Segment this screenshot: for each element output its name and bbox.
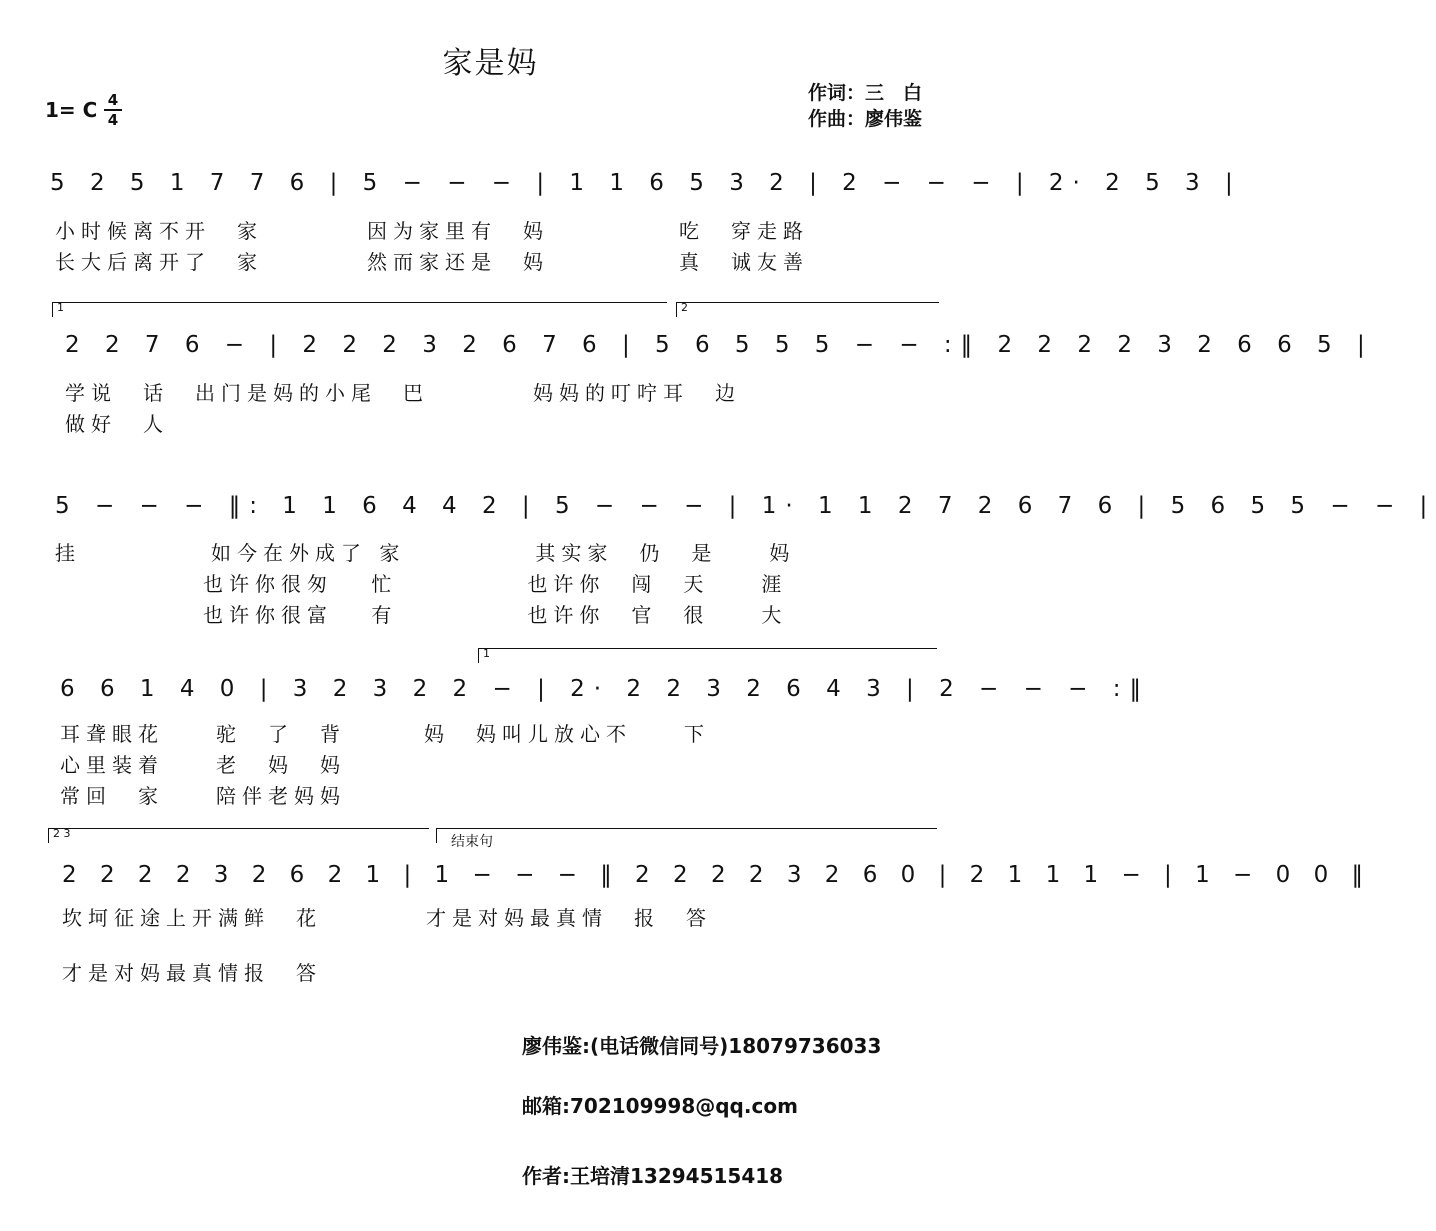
system-1-lyrics bbox=[55, 215, 809, 275]
volta-bracket-1: 1 bbox=[52, 302, 667, 317]
lyric-line: 才是对妈最真情报 答 bbox=[62, 961, 322, 985]
system-4-lyrics bbox=[60, 718, 710, 809]
system-3-lyrics bbox=[55, 537, 795, 628]
system-5-notes: 2 2 2 2 3 2 6 2 1 | 1 − − − ‖ 2 2 2 2 3 2 6 0 | 2 1 1 1 − | 1 − 0 0 ‖ bbox=[62, 862, 1372, 888]
lyric-line: 也许你很匆 忙 也许你 闯 天 涯 bbox=[203, 572, 788, 596]
system-1-notes: 5 2 5 1 7 7 6 | 5 − − − | 1 1 6 5 3 2 | 2 − − − | 2· 2 5 3 | bbox=[50, 170, 1242, 196]
volta-bracket-2: 2 bbox=[676, 302, 939, 317]
system-5 bbox=[62, 862, 1372, 888]
system-3-notes: 5 − − − ‖: 1 1 6 4 4 2 | 5 − − − | 1· 1 1 2 7 2 6 7 6 | 5 6 5 5 − − | bbox=[55, 493, 1436, 519]
lyric-line: 学说 话 出门是妈的小尾 巴 妈妈的叮咛耳 边 bbox=[65, 381, 741, 405]
lyric-line: 也许你很富 有 也许你 官 很 大 bbox=[203, 603, 788, 627]
volta-bracket-2-3: 2 3 bbox=[48, 828, 429, 843]
contact-phone: 廖伟鉴:(电话微信同号)18079736033 bbox=[522, 1034, 882, 1058]
composer: 作曲：廖伟鉴 bbox=[808, 108, 923, 130]
system-2-notes: 2 2 7 6 − | 2 2 2 3 2 6 7 6 | 5 6 5 5 5 − − :‖ 2 2 2 2 3 2 6 6 5 | bbox=[65, 332, 1374, 358]
volta-bracket-1: 1 bbox=[478, 648, 937, 663]
lyric-line: 挂 如今在外成了 家 其实家 仍 是 妈 bbox=[55, 541, 796, 565]
system-4-notes: 6 6 1 4 0 | 3 2 3 2 2 − | 2· 2 2 3 2 6 4 3 | 2 − − − :‖ bbox=[60, 676, 1151, 702]
song-title: 家是妈 bbox=[442, 46, 539, 81]
time-signature-top: 4 bbox=[107, 91, 119, 109]
system-4 bbox=[60, 676, 1151, 702]
time-signature-bottom: 4 bbox=[107, 111, 119, 129]
time-signature bbox=[104, 92, 122, 128]
lyric-line: 做好 人 bbox=[65, 412, 169, 436]
ending-label: 结束句 bbox=[451, 834, 493, 850]
system-5-lyrics bbox=[62, 902, 712, 986]
lyricist: 作词：三 白 bbox=[808, 82, 923, 104]
system-3 bbox=[55, 493, 1436, 519]
key-signature: 1= C bbox=[45, 98, 98, 122]
credits bbox=[808, 80, 922, 132]
lyric-line: 坎坷征途上开满鲜 花 才是对妈最真情 报 答 bbox=[62, 906, 712, 930]
lyric-line: 长大后离开了 家 然而家还是 妈 真 诚友善 bbox=[55, 250, 809, 274]
author-contact: 作者:王培清13294515418 bbox=[522, 1164, 784, 1188]
ending-bracket bbox=[436, 828, 937, 850]
system-1 bbox=[50, 170, 1242, 196]
lyric-line: 小时候离不开 家 因为家里有 妈 吃 穿走路 bbox=[55, 219, 809, 243]
lyric-line: 耳聋眼花 驼 了 背 妈 妈叫儿放心不 下 bbox=[60, 722, 710, 746]
system-2 bbox=[65, 332, 1374, 358]
system-2-lyrics bbox=[65, 377, 741, 437]
lyric-line: 心里装着 老 妈 妈 bbox=[60, 753, 346, 777]
contact-email: 邮箱:702109998@qq.com bbox=[522, 1094, 798, 1118]
lyric-line: 常回 家 陪伴老妈妈 bbox=[60, 784, 346, 808]
